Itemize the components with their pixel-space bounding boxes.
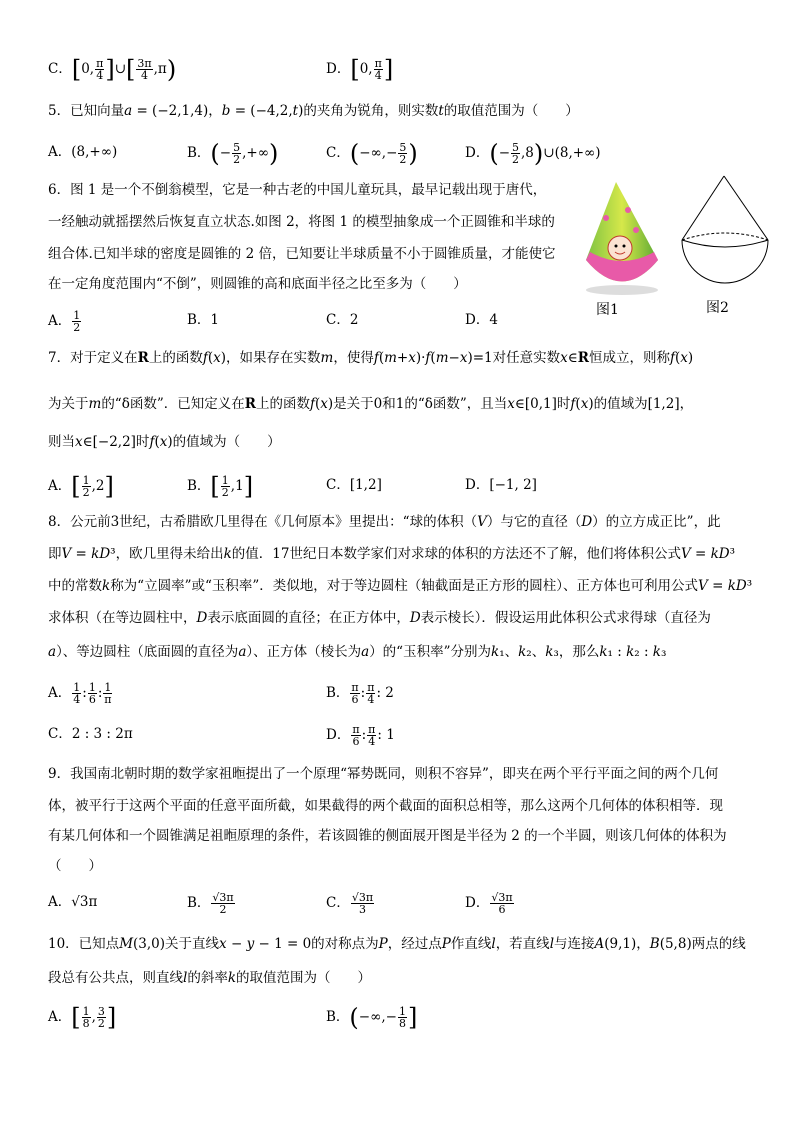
- q8-option-b: B． $\frac{\pi}{6}$ : $\frac{\pi}{4}$ : 2: [326, 681, 394, 706]
- q6-option-b: B．1: [187, 312, 220, 328]
- q8-line3: 中的常数k称为“立圆率”或“玉积率”．类似地，对于等边圆柱（轴截面是正方形的圆柱）、正方体也可利用公式V = kD³: [48, 578, 753, 594]
- q9-option-a: A．√3π: [48, 894, 98, 910]
- q9-line2: 体，被平行于这两个平面的任意平面所截，如果截得的两个截面的面积总相等，那么这两个几何体的体积相等．现: [48, 798, 723, 814]
- q5-option-c: C．(−∞,− $\frac{5}{2}$ ): [326, 139, 418, 168]
- q6-option-a: A． $\frac{1}{2}$: [48, 309, 81, 334]
- q6-option-d: D．4: [465, 312, 498, 328]
- q9-option-d: D． $\frac{√3\pi}{6}$: [465, 891, 513, 916]
- q6-line2: 一经触动就摇摆然后恢复直立状态.如图 2，将图 1 的模型抽象成一个正圆锥和半球的: [48, 214, 555, 230]
- q9-line1: 9．我国南北朝时期的数学家祖暅提出了一个原理“幂势既同，则积不容异”，即夹在两个平行平面之间的两个几何: [48, 766, 719, 782]
- q9-option-b: B． $\frac{√3\pi}{2}$: [187, 891, 234, 916]
- q8-line5: a）、等边圆柱（底面圆的直径为a）、正方体（棱长为a）的“玉积率”分别为k₁、k₂、k₃，那么k₁ : k₂ : k₃: [48, 644, 667, 660]
- q7-option-d: D．[−1, 2]: [465, 477, 537, 493]
- q8-line4: 求体积（在等边圆柱中，D表示底面圆的直径；在正方体中，D表示棱长）．假设运用此体积公式求得球（直径为: [48, 610, 711, 626]
- q8-option-d: D． $\frac{\pi}{6}$ : $\frac{\pi}{4}$ : 1: [326, 723, 395, 748]
- q8-option-a: A． $\frac{1}{4}$ : $\frac{1}{6}$ : $\frac{1}{\pi}$: [48, 681, 112, 706]
- q6-line3: 组合体.已知半球的密度是圆锥的 2 倍，已知要让半球质量不小于圆锥质量，才能使它: [48, 246, 556, 262]
- q4-option-d: D．[0, $\frac{\pi}{4}$ ]: [326, 55, 394, 84]
- q9-line4: （ ）: [48, 858, 102, 874]
- q10-line1: 10．已知点M(3,0)关于直线x − y − 1 = 0的对称点为P，经过点P作直线l，若直线l与连接A(9,1)，B(5,8)两点的线: [48, 936, 746, 952]
- q8-option-c: C．2 : 3 : 2π: [48, 726, 133, 742]
- q10-option-a: A．[ $\frac{1}{8}$ , $\frac{3}{2}$ ]: [48, 1003, 117, 1032]
- q6-line1: 6．图 1 是一个不倒翁模型，它是一种古老的中国儿童玩具，最早记载出现于唐代，: [48, 182, 547, 198]
- q6-line4: 在一定角度范围内“不倒”，则圆锥的高和底面半径之比至多为（ ）: [48, 276, 467, 292]
- tumbler-toy-figure: [576, 178, 666, 298]
- q7-line1: 7．对于定义在R上的函数f(x)，如果存在实数m，使得f(m+x)·f(m−x)=1对任意实数x∈R恒成立，则称f(x): [48, 350, 694, 366]
- q10-option-b: B．(−∞,− $\frac{1}{8}$ ]: [326, 1003, 418, 1032]
- q5-stem: 5．已知向量a = (−2,1,4)，b = (−4,2,t)的夹角为锐角，则实数t的取值范围为（ ）: [48, 103, 579, 119]
- q8-line1: 8．公元前3世纪，古希腊欧几里得在《几何原本》里提出：“球的体积（V）与它的直径（D）的立方成正比”，此: [48, 514, 721, 530]
- q7-option-c: C．[1,2]: [326, 477, 382, 493]
- q9-option-c: C． $\frac{√3\pi}{3}$: [326, 891, 374, 916]
- q7-line3: 则当x∈[−2,2]时f(x)的值域为（ ）: [48, 434, 281, 450]
- cone-hemisphere-figure: [676, 170, 776, 300]
- q5-option-d: D．(− $\frac{5}{2}$ ,8)∪(8,+∞): [465, 139, 601, 168]
- q5-option-a: A．(8,+∞): [48, 144, 118, 160]
- q9-line3: 有某几何体和一个圆锥满足祖暅原理的条件，若该圆锥的侧面展开图是半径为 2 的一个半圆，则该几何体的体积为: [48, 828, 727, 844]
- q5-option-b: B．(− $\frac{5}{2}$ ,+∞): [187, 139, 279, 168]
- q7-option-a: A．[ $\frac{1}{2}$ ,2]: [48, 472, 114, 501]
- q7-line2: 为关于m的“δ函数”．已知定义在R上的函数f(x)是关于0和1的“δ函数”，且当x∈[0,1]时f(x)的值域为[1,2]，: [48, 396, 694, 412]
- q6-option-c: C．2: [326, 312, 359, 328]
- figure2-caption: 图2: [706, 300, 729, 316]
- figure1-caption: 图1: [596, 302, 619, 318]
- q8-line2: 即V = kD³，欧几里得未给出k的值．17世纪日本数学家们对求球的体积的方法还不了解，他们将体积公式V = kD³: [48, 546, 736, 562]
- q4-option-c: C．[0, $\frac{\pi}{4}$ ]∪[ $\frac{3\pi}{4}$ ,π): [48, 55, 177, 84]
- q7-option-b: B．[ $\frac{1}{2}$ ,1]: [187, 472, 254, 501]
- q10-line2: 段总有公共点，则直线l的斜率k的取值范围为（ ）: [48, 970, 372, 986]
